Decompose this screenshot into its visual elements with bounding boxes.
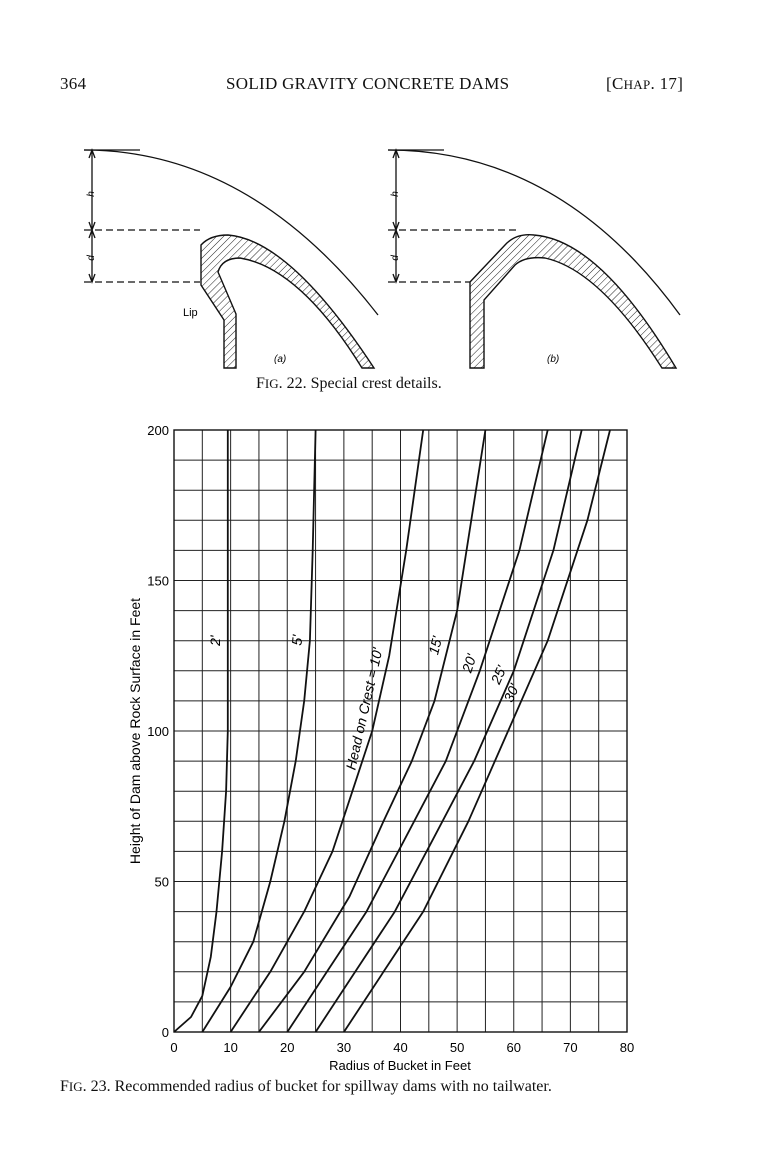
fig22-panel-a [84, 150, 378, 368]
fig22-label-lip: Lip [183, 307, 198, 319]
y-tick-label: 200 [147, 423, 169, 438]
curve-label: 30' [500, 681, 523, 705]
fig22-caption [256, 375, 442, 393]
fig22-caption-prefix: F [256, 375, 265, 392]
y-tick-label: 50 [154, 874, 169, 890]
curve-label: 5' [288, 634, 306, 647]
fig22-caption-smallcaps: IG [264, 376, 279, 391]
curve-label: 20' [458, 652, 480, 675]
fig23-caption [60, 1078, 552, 1096]
chapter-close: . 17] [650, 74, 684, 93]
crest-a-shape [201, 235, 374, 368]
curve-label: 2' [206, 635, 223, 646]
page-number: 364 [60, 74, 87, 93]
x-tick-label: 80 [619, 1040, 635, 1055]
fig23-caption-text: . 23. Recommended radius of bucket for spillway dams with no tailwater. [82, 1078, 552, 1095]
crest-b-shape [470, 235, 676, 368]
fig22-panel-b [388, 150, 680, 368]
x-tick-label: 30 [336, 1040, 352, 1055]
fig22-label-d-a: d [86, 255, 97, 261]
fig22-label-a: (a) [274, 354, 287, 365]
fig22-label-h-b: h [390, 191, 401, 197]
fig23-caption-smallcaps: IG [68, 1079, 83, 1094]
x-tick-label: 40 [393, 1040, 408, 1055]
running-title: SOLID GRAVITY CONCRETE DAMS [226, 74, 510, 93]
chart-grid [174, 430, 627, 1032]
fig22-label-b: (b) [547, 354, 560, 365]
y-tick-label: 100 [147, 724, 169, 739]
x-tick-label: 10 [223, 1040, 238, 1055]
curve-labels [207, 633, 523, 771]
curve-label: 25' [487, 663, 510, 687]
y-tick-label: 0 [161, 1025, 169, 1040]
y-axis-label: Height of Dam above Rock Surface in Feet [127, 597, 143, 865]
fig22-label-h-a: h [86, 191, 97, 197]
chapter-smallcaps: HAP [623, 77, 651, 92]
fig22-label-d-b: d [390, 255, 401, 261]
x-tick-label: 0 [170, 1040, 178, 1055]
y-tick-label: 150 [147, 573, 169, 589]
curve-label: 15' [425, 634, 446, 657]
fig23-caption-prefix: F [60, 1078, 69, 1095]
x-tick-label: 50 [449, 1040, 465, 1055]
fig23-chart [0, 400, 759, 1080]
x-axis-label: Radius of Bucket in Feet [329, 1058, 471, 1073]
x-tick-label: 60 [506, 1040, 521, 1055]
fig22-caption-text: . 22. Special crest details. [278, 375, 442, 392]
curve-label: Head on Crest = 10' [342, 646, 386, 772]
x-tick-label: 70 [563, 1040, 578, 1055]
fig22-diagram [0, 0, 759, 400]
chapter-open: [C [606, 74, 624, 93]
x-tick-label: 20 [280, 1040, 295, 1055]
